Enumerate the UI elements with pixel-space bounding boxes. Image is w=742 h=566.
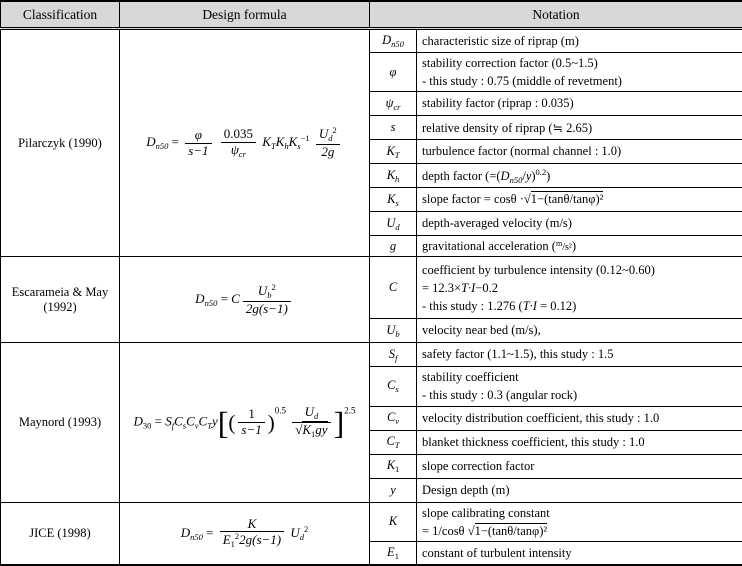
- numerator: K: [220, 517, 284, 533]
- math-sub: f: [172, 420, 174, 430]
- unit-numerator: m: [556, 239, 562, 248]
- math-var: K: [389, 514, 397, 528]
- description-line: stability coefficient: [422, 368, 737, 386]
- header-notation: Notation: [370, 1, 742, 29]
- symbol-cell: [370, 502, 417, 541]
- description-line: [422, 279, 737, 297]
- math-sup: 2: [304, 523, 308, 533]
- math-sub: 1: [395, 464, 399, 474]
- sqrt-sign: √: [524, 192, 531, 206]
- symbol-cell: [370, 212, 417, 236]
- math-var: C: [387, 410, 395, 424]
- description-cell: characteristic size of riprap (m): [417, 29, 742, 53]
- symbol-cell: [370, 53, 417, 92]
- symbol-cell: [370, 236, 417, 257]
- description-cell: Design depth (m): [417, 478, 742, 502]
- notation-row: [1, 257, 742, 319]
- description-text: −0.2: [475, 281, 498, 295]
- fraction: [185, 128, 211, 159]
- math-var: D: [146, 134, 155, 149]
- math-sub: d: [300, 531, 304, 541]
- math-sub: n50: [391, 39, 404, 49]
- classification-pilarczyk: Pilarczyk (1990): [1, 29, 120, 257]
- description-cell: safety factor (1.1~1.5), this study : 1.5: [417, 343, 742, 367]
- description-cell: [417, 257, 742, 319]
- math-sup: 2: [272, 282, 276, 292]
- description-text: - this study : 1.276 (: [422, 299, 523, 313]
- math-var: S: [165, 413, 172, 428]
- description-cell: depth-averaged velocity (m/s): [417, 212, 742, 236]
- math-var: y: [390, 483, 396, 497]
- math-sub: b: [395, 329, 399, 339]
- fraction: [238, 407, 264, 438]
- math-var: D: [195, 291, 204, 306]
- unit-denominator: s²: [565, 242, 572, 253]
- math-sub: v: [395, 416, 399, 426]
- denominator: [221, 143, 256, 160]
- math-sub: cr: [239, 149, 246, 159]
- math-sub: n50: [190, 531, 203, 541]
- math-eq: =: [172, 134, 179, 149]
- math-var: K: [289, 134, 298, 149]
- math-sub: 1: [311, 429, 315, 439]
- math-var: C: [199, 413, 208, 428]
- description-line: [422, 297, 737, 315]
- math-var: S: [389, 347, 395, 361]
- math-sup: 2: [333, 125, 337, 135]
- description-text: /: [522, 169, 525, 183]
- description-cell: slope correction factor: [417, 454, 742, 478]
- description-cell: [417, 236, 742, 257]
- math-sub: T: [271, 141, 276, 151]
- right-bracket: ]: [334, 404, 345, 440]
- symbol-cell: [370, 367, 417, 406]
- symbol-cell: [370, 406, 417, 430]
- math-sub: b: [267, 290, 271, 300]
- math-var: s: [391, 120, 396, 134]
- math-var: C: [389, 280, 397, 294]
- math-var: K: [276, 134, 285, 149]
- math-eq: =: [206, 524, 213, 539]
- symbol-cell: [370, 188, 417, 212]
- description-line: - this study : 0.75 (middle of revetment): [422, 72, 737, 90]
- right-paren: ): [268, 410, 275, 434]
- math-sup: 2.5: [344, 405, 355, 415]
- math-sub: s: [297, 141, 300, 151]
- math-sub: s: [396, 198, 399, 208]
- description-cell: [417, 367, 742, 406]
- symbol-cell: [370, 257, 417, 319]
- numerator: [243, 283, 291, 302]
- math-sub: s: [183, 420, 186, 430]
- symbol-cell: [370, 541, 417, 565]
- fraction: [220, 517, 284, 551]
- math-var: y: [526, 169, 532, 183]
- description-line: coefficient by turbulence intensity (0.12~0.60): [422, 261, 737, 279]
- math-sub: 1: [231, 539, 235, 549]
- math-var: E: [387, 545, 395, 559]
- notation-row: [1, 502, 742, 541]
- symbol-cell: [370, 29, 417, 53]
- math-sub: 1: [395, 551, 399, 561]
- symbol-cell: [370, 140, 417, 164]
- math-sub: n50: [510, 175, 523, 185]
- description-text: = 0.12): [537, 299, 576, 313]
- description-text: ): [531, 169, 535, 183]
- description-cell: stability factor (riprap : 0.035): [417, 92, 742, 116]
- math-var: U: [305, 404, 314, 419]
- math-var: ψ: [386, 96, 394, 110]
- classification-escarameia: [1, 257, 120, 343]
- description-text: = 12.3×: [422, 281, 461, 295]
- symbol-cell: [370, 343, 417, 367]
- math-var: y: [212, 413, 218, 428]
- math-var: C: [386, 434, 394, 448]
- description-cell: [417, 164, 742, 188]
- radicand: [302, 421, 327, 437]
- classification-line: Escarameia & May: [4, 285, 116, 300]
- symbol-cell: [370, 478, 417, 502]
- math-sup: 0.2: [536, 167, 547, 177]
- math-var: T·I: [523, 299, 537, 313]
- denominator: [220, 532, 284, 550]
- math-sub: cr: [393, 102, 400, 112]
- math-sub: n50: [205, 298, 218, 308]
- math-var: 2g(s−1): [239, 532, 281, 547]
- symbol-cell: [370, 92, 417, 116]
- description-line: slope calibrating constant: [422, 504, 737, 522]
- symbol-cell: [370, 116, 417, 140]
- math-sub: f: [395, 353, 397, 363]
- description-text: gravitational acceleration (: [422, 239, 556, 253]
- math-var: K: [302, 422, 311, 437]
- description-line: [422, 522, 737, 540]
- math-eq: =: [221, 291, 228, 306]
- fraction: [243, 283, 291, 317]
- sqrt-sign: √: [295, 422, 302, 437]
- description-cell: [417, 188, 742, 212]
- symbol-cell: [370, 319, 417, 343]
- classification-line: (1992): [4, 300, 116, 315]
- formula-jice: [120, 502, 370, 565]
- math-var: C: [231, 291, 240, 306]
- description-cell: [417, 53, 742, 92]
- math-sup: 0.5: [275, 405, 286, 415]
- math-var: K: [387, 168, 395, 182]
- numerator: φ: [185, 128, 211, 144]
- denominator: s−1: [238, 423, 264, 438]
- notation-row: [1, 29, 742, 53]
- description-cell: relative density of riprap (≒ 2.65): [417, 116, 742, 140]
- formula-pilarczyk: [120, 29, 370, 257]
- numerator: 1: [238, 407, 264, 423]
- math-var: K: [386, 144, 394, 158]
- math-var: D: [134, 413, 143, 428]
- sqrt-sign: √: [468, 524, 475, 538]
- left-paren: (: [228, 410, 235, 434]
- numerator: [316, 126, 340, 145]
- denominator: 2g: [316, 145, 340, 160]
- fraction: [221, 127, 256, 160]
- math-var: K: [387, 192, 395, 206]
- math-var: D: [181, 524, 190, 539]
- math-sub: s: [396, 384, 399, 394]
- math-var: U: [319, 126, 328, 141]
- description-text: = 1/cosθ: [422, 524, 468, 538]
- formula-maynord: [120, 343, 370, 502]
- math-var: U: [258, 283, 267, 298]
- description-cell: [417, 502, 742, 541]
- math-sub: T: [395, 440, 400, 450]
- math-var: U: [386, 216, 395, 230]
- math-var: ψ: [231, 142, 239, 157]
- description-line: - this study : 0.3 (angular rock): [422, 386, 737, 404]
- math-sub: d: [328, 133, 332, 143]
- math-var: K: [262, 134, 271, 149]
- math-var: T·I: [461, 281, 475, 295]
- math-sub: d: [395, 222, 399, 232]
- symbol-cell: [370, 454, 417, 478]
- math-sub: h: [395, 174, 399, 184]
- math-sub: T: [395, 150, 400, 160]
- math-sub: 30: [143, 420, 152, 430]
- math-var: C: [387, 378, 395, 392]
- description-cell: velocity near bed (m/s),: [417, 319, 742, 343]
- description-line: stability correction factor (0.5~1.5): [422, 54, 737, 72]
- math-sup: 2: [235, 531, 239, 541]
- symbol-cell: [370, 430, 417, 454]
- numerator: 0.035: [221, 127, 256, 143]
- math-var: D: [382, 33, 391, 47]
- math-var: C: [174, 413, 183, 428]
- header-design-formula: Design formula: [120, 1, 370, 29]
- math-var: C: [186, 413, 195, 428]
- description-text: ): [572, 239, 576, 253]
- description-cell: blanket thickness coefficient, this study : 1.0: [417, 430, 742, 454]
- math-eq: =: [155, 413, 162, 428]
- formula-escarameia: [120, 257, 370, 343]
- math-var: E: [223, 532, 231, 547]
- description-cell: constant of turbulent intensity: [417, 541, 742, 565]
- radicand: 1−(tanθ/tanφ)²: [475, 523, 548, 538]
- math-var: U: [290, 524, 299, 539]
- math-sub: d: [314, 411, 318, 421]
- description-cell: velocity distribution coefficient, this study : 1.0: [417, 406, 742, 430]
- description-cell: turbulence factor (normal channel : 1.0): [417, 140, 742, 164]
- math-sup: −1: [301, 133, 310, 143]
- symbol-cell: [370, 164, 417, 188]
- math-var: φ: [390, 65, 397, 79]
- left-bracket: [: [218, 404, 229, 440]
- classification-maynord: Maynord (1993): [1, 343, 120, 502]
- math-var: g: [390, 239, 396, 253]
- description-text: ): [546, 169, 550, 183]
- classification-jice: JICE (1998): [1, 502, 120, 565]
- unit-slash: /: [562, 242, 565, 253]
- math-var: K: [387, 458, 395, 472]
- math-sub: n50: [156, 141, 169, 151]
- math-sub: v: [195, 420, 199, 430]
- math-var: gy: [315, 422, 327, 437]
- header-classification: Classification: [1, 1, 120, 29]
- fraction: [316, 126, 340, 160]
- header-row: [1, 1, 742, 29]
- denominator: [292, 423, 330, 440]
- math-sub: h: [284, 141, 288, 151]
- description-text: slope factor = cosθ ·: [422, 192, 524, 206]
- math-var: D: [501, 169, 510, 183]
- fraction: [292, 405, 330, 440]
- denominator: 2g(s−1): [243, 302, 291, 317]
- math-var: U: [386, 323, 395, 337]
- notation-row: [1, 343, 742, 367]
- math-sub: T: [207, 420, 212, 430]
- radicand: 1−(tanθ/tanφ)²: [531, 191, 604, 206]
- denominator: s−1: [185, 144, 211, 159]
- description-text: depth factor (=(: [422, 169, 501, 183]
